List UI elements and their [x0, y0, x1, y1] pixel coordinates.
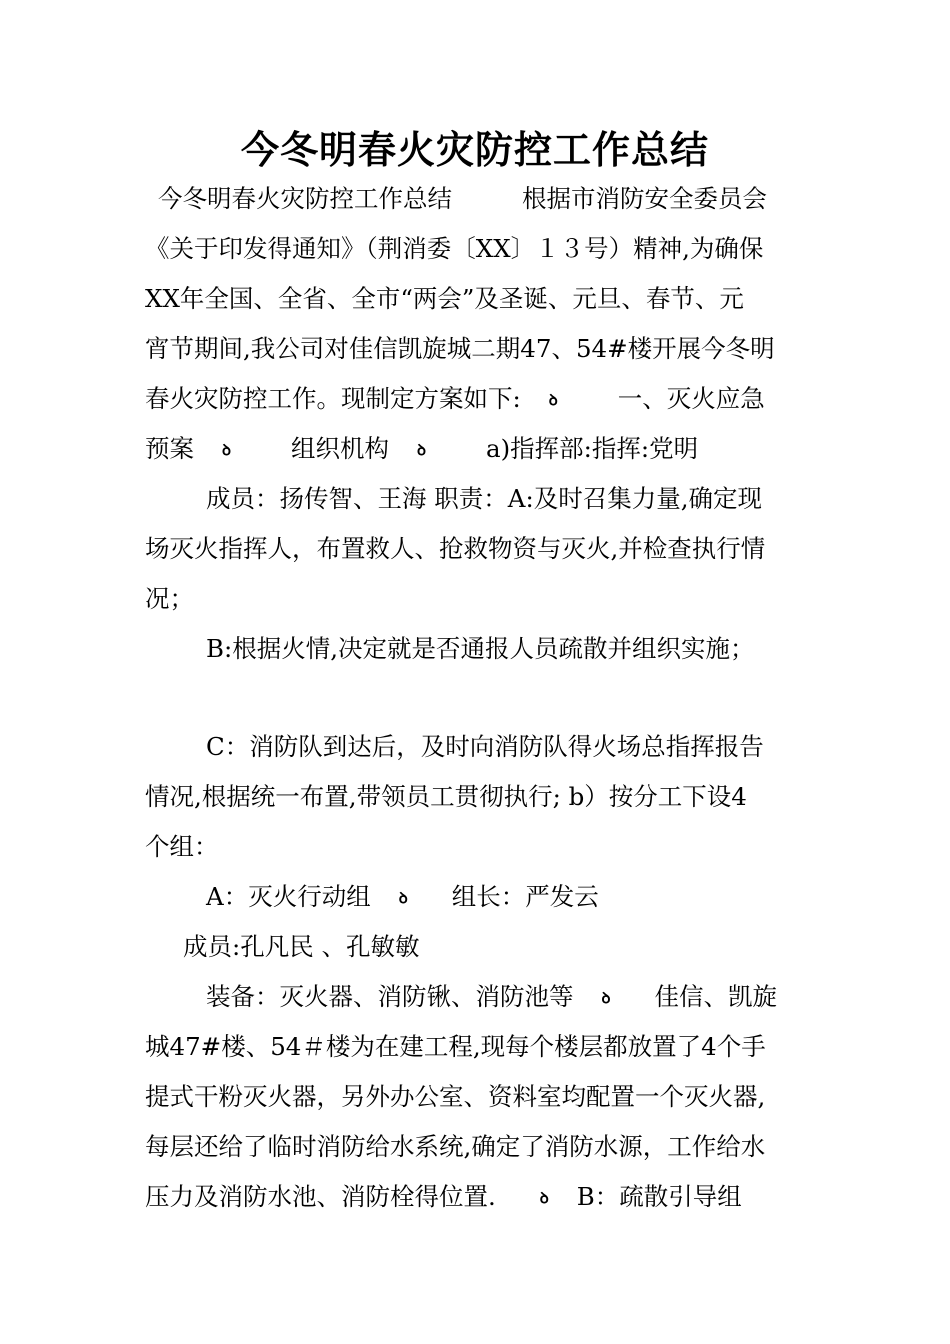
line-6-part-2: 组织机构	[291, 434, 389, 463]
bullet-mark-icon: ꝺ	[398, 889, 408, 907]
text-line-20	[145, 1172, 742, 1222]
line-14-part-1: A：灭火行动组	[206, 882, 371, 911]
line-9-part-1: 况；	[145, 584, 194, 613]
line-20-part-2: B：疏散引导组	[576, 1182, 742, 1211]
text-line-11	[206, 722, 764, 772]
line-13-part-1: 个组：	[145, 832, 219, 861]
line-2-part-1: 《关于印发得通知》（荆消委〔XX〕１３号）精神,为确保	[145, 234, 764, 263]
line-10-part-1: B:根据火情,决定就是否通报人员疏散并组织实施；	[206, 634, 755, 663]
text-line-13	[145, 822, 219, 872]
line-19-part-1: 每层还给了临时消防给水系统,确定了消防水源，工作给水	[145, 1132, 766, 1161]
text-line-3	[145, 274, 744, 324]
text-line-5	[145, 374, 765, 424]
line-16-part-1: 装备：灭火器、消防锹、消防池等	[206, 982, 574, 1011]
text-line-14	[206, 872, 599, 922]
line-6-part-1: 预案	[145, 434, 194, 463]
line-11-part-1: C：消防队到达后，及时向消防队得火场总指挥报告	[206, 732, 764, 761]
bullet-mark-icon: ꝺ	[417, 441, 426, 459]
bullet-mark-icon: ꝺ	[222, 441, 231, 459]
bullet-mark-icon: ꝺ	[601, 989, 611, 1007]
line-14-part-2: 组长：严发云	[451, 882, 599, 911]
line-5-part-1: 春火灾防控工作。现制定方案如下:	[145, 384, 521, 413]
line-15-part-1: 成员:孔凡民 、孔敏敏	[183, 932, 420, 961]
text-line-4	[145, 324, 775, 374]
text-line-6	[145, 424, 698, 474]
text-line-18	[145, 1072, 765, 1122]
line-6-part-3: a)指挥部:指挥:党明	[486, 434, 699, 463]
bullet-mark-icon: ꝺ	[548, 391, 558, 409]
line-17-part-1: 城47#楼、54＃楼为在建工程,现每个楼层都放置了4个手	[145, 1032, 766, 1061]
document-title: 今冬明春火灾防控工作总结	[240, 127, 709, 172]
text-line-1	[158, 174, 767, 224]
line-4-part-1: 宵节期间,我公司对佳信凯旋城二期47、54#楼开展今冬明	[145, 334, 775, 363]
text-line-19	[145, 1122, 765, 1172]
line-1-part-2: 根据市消防安全委员会	[522, 184, 767, 213]
line-20-part-1: 压力及消防水池、消防栓得位置.	[145, 1182, 496, 1211]
text-line-15	[183, 922, 420, 972]
bullet-mark-icon: ꝺ	[539, 1189, 549, 1207]
line-8-part-1: 场灭火指挥人，布置救人、抢救物资与灭火,并检查执行情	[145, 534, 766, 563]
text-line-12	[145, 772, 747, 822]
line-5-part-2: 一、灭火应急	[617, 384, 765, 413]
text-line-9	[145, 574, 194, 624]
text-line-2	[145, 224, 763, 274]
line-18-part-1: 提式干粉灭火器，另外办公室、资料室均配置一个灭火器,	[145, 1082, 766, 1111]
text-line-16	[206, 972, 777, 1022]
text-line-7	[206, 474, 762, 524]
line-7-part-1: 成员：扬传智、王海 职责：A:及时召集力量,确定现	[206, 484, 763, 513]
line-1-part-1: 今冬明春火灾防控工作总结	[158, 184, 452, 213]
line-16-part-2: 佳信、凯旋	[654, 982, 777, 1011]
text-line-10	[206, 624, 755, 674]
text-line-8	[145, 524, 765, 574]
text-line-17	[145, 1022, 766, 1072]
line-3-part-1: XX年全国、全省、全市“两会”及圣诞、元旦、春节、元	[145, 284, 744, 313]
line-12-part-1: 情况,根据统一布置,带领员工贯彻执行; b）按分工下设4	[145, 782, 747, 811]
